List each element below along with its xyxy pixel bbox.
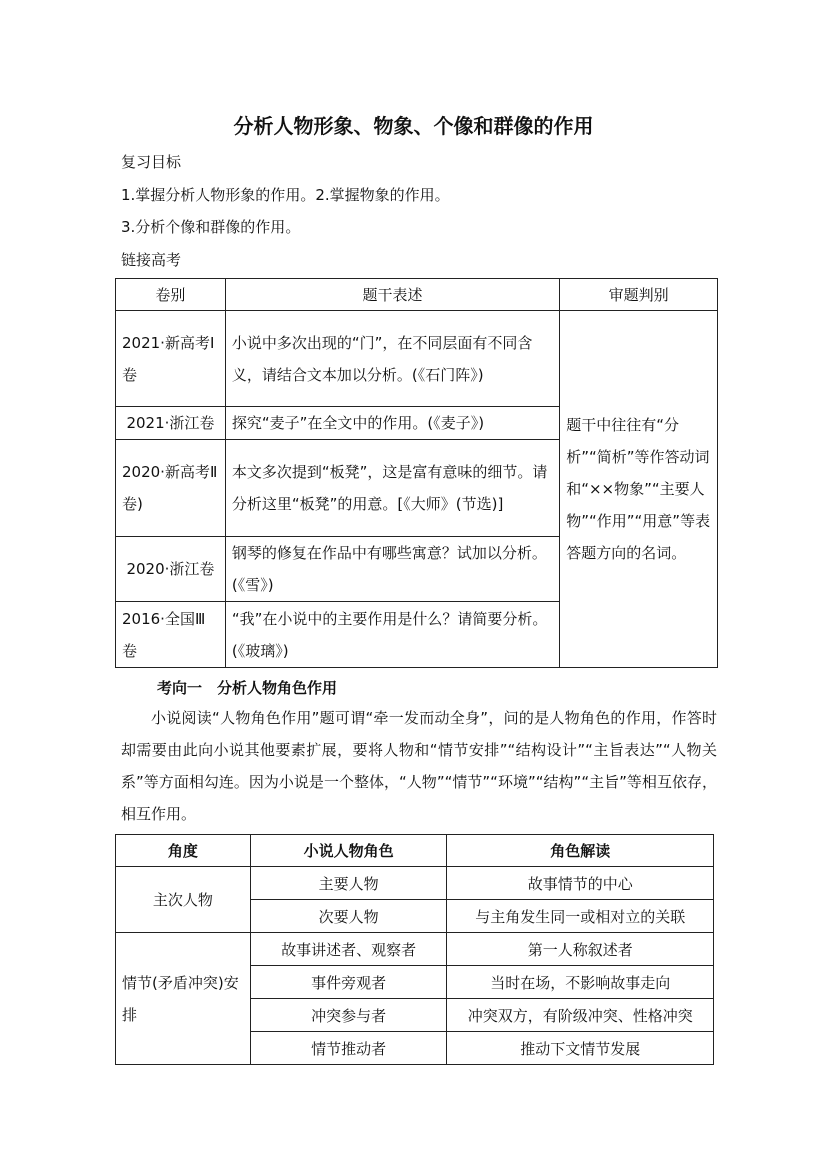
header-meaning: 角色解读	[447, 835, 714, 867]
goals-line-2: 3.分析个像和群像的作用。	[121, 218, 301, 236]
meaning-cell: 故事情节的中心	[447, 867, 714, 900]
exam-table	[115, 278, 718, 668]
paper-cell: 2021·浙江卷	[116, 407, 226, 440]
role-cell: 情节推动者	[250, 1032, 447, 1065]
question-cell: 小说中多次出现的“门”，在不同层面有不同含义，请结合文本加以分析。(《石门阵》)	[225, 311, 559, 407]
question-cell: 本文多次提到“板凳”，这是富有意味的细节。请分析这里“板凳”的用意。[《大师》(节选)]	[225, 440, 559, 537]
page-title: 分析人物形象、物象、个像和群像的作用	[233, 114, 594, 138]
paper-cell: 2021·新高考Ⅰ卷	[116, 311, 226, 407]
role-cell: 故事讲述者、观察者	[250, 933, 447, 966]
table-header-row	[116, 835, 714, 867]
header-paper: 卷别	[116, 279, 226, 311]
meaning-cell: 与主角发生同一或相对立的关联	[447, 900, 714, 933]
header-question: 题干表述	[225, 279, 559, 311]
role-cell: 主要人物	[250, 867, 447, 900]
role-cell: 次要人物	[250, 900, 447, 933]
paper-cell: 2020·浙江卷	[116, 537, 226, 602]
role-cell: 冲突参与者	[250, 999, 447, 1032]
header-angle: 角度	[116, 835, 251, 867]
role-table	[115, 834, 714, 1065]
meaning-cell: 推动下文情节发展	[447, 1032, 714, 1065]
meaning-cell: 冲突双方，有阶级冲突、性格冲突	[447, 999, 714, 1032]
table-row	[116, 933, 714, 966]
section-paragraph: 小说阅读“人物角色作用”题可谓“牵一发而动全身”，问的是人物角色的作用，作答时却需要由此向小说其他要素扩展，要将人物和“情节安排”“结构设计”“主旨表达”“人物关系”等方面相勾连。因为小说是一个整体，“人物”“情节”“环境”“结构”“主旨”等相互依存，相互作用。	[121, 709, 717, 823]
question-cell: “我”在小说中的主要作用是什么？请简要分析。(《玻璃》)	[225, 602, 559, 668]
table-row	[116, 867, 714, 900]
header-judgement: 审题判别	[560, 279, 718, 311]
table-row	[116, 311, 718, 407]
link-heading: 链接高考	[121, 251, 182, 269]
paper-cell: 2020·新高考Ⅱ卷)	[116, 440, 226, 537]
meaning-cell: 第一人称叙述者	[447, 933, 714, 966]
judgement-cell: 题干中往往有“分析”“简析”等作答动词和“××物象”“主要人物”“作用”“用意”等表答题方向的名词。	[560, 311, 718, 668]
section-heading: 考向一 分析人物角色作用	[157, 679, 338, 697]
paper-cell: 2016·全国Ⅲ卷	[116, 602, 226, 668]
role-cell: 事件旁观者	[250, 966, 447, 999]
question-cell: 钢琴的修复在作品中有哪些寓意？试加以分析。(《雪》)	[225, 537, 559, 602]
review-heading: 复习目标	[121, 153, 182, 171]
angle-cell: 主次人物	[116, 867, 251, 933]
header-role: 小说人物角色	[250, 835, 447, 867]
table-header-row	[116, 279, 718, 311]
meaning-cell: 当时在场，不影响故事走向	[447, 966, 714, 999]
question-cell: 探究“麦子”在全文中的作用。(《麦子》)	[225, 407, 559, 440]
goals-line-1: 1.掌握分析人物形象的作用。2.掌握物象的作用。	[121, 186, 450, 204]
angle-cell: 情节(矛盾冲突)安排	[116, 933, 251, 1065]
